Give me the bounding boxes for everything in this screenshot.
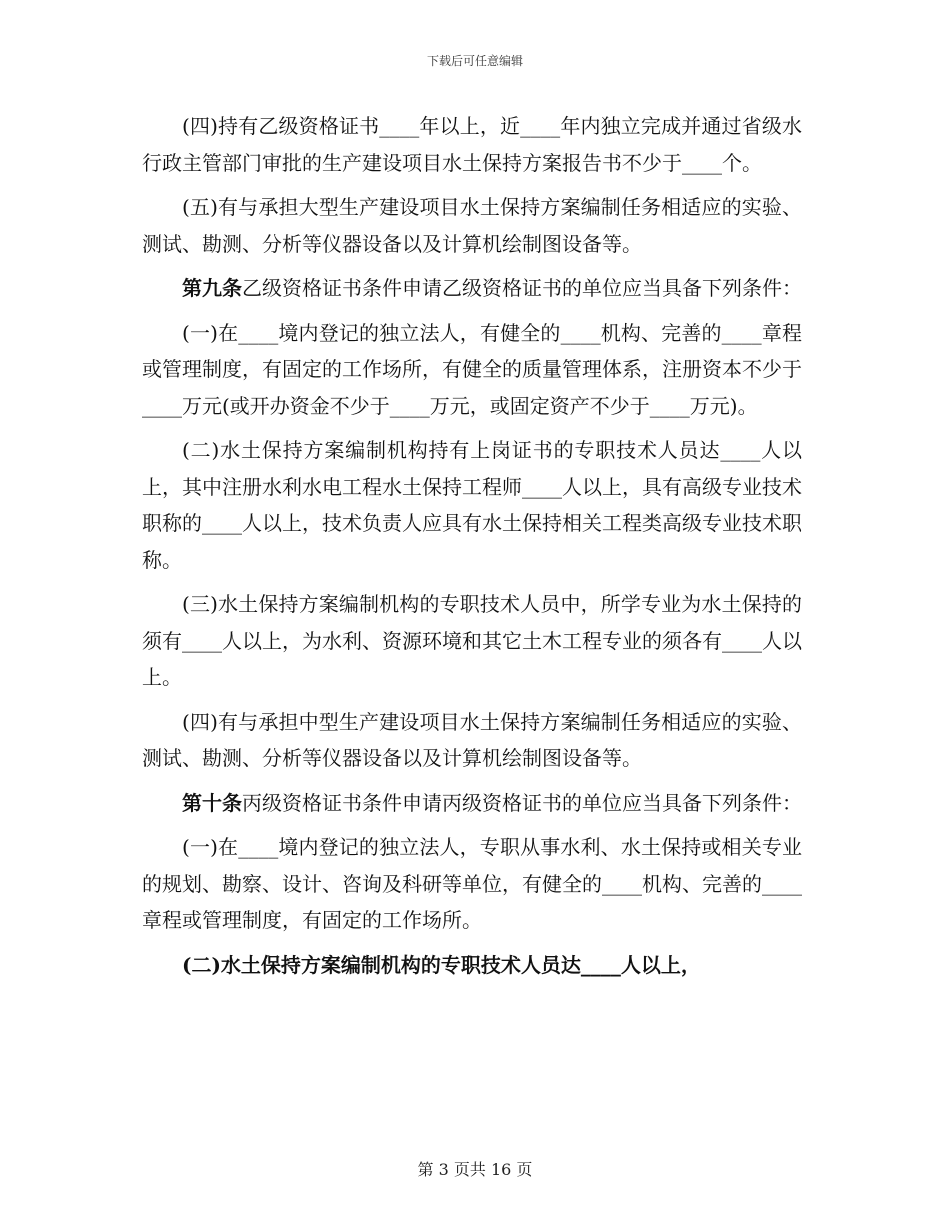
paragraph-text: (一)在____境内登记的独立法人，有健全的____机构、完善的____章程或管理制度，有固定的工作场所，有健全的质量管理体系，注册资本不少于____万元(或开办资金不少于____万元，或固定资产不少于____万元)。 [142, 320, 802, 418]
paragraph [142, 315, 802, 425]
paragraph [142, 270, 802, 307]
paragraph-text: (二)水土保持方案编制机构持有上岗证书的专职技术人员达____人以上，其中注册水利水电工程水土保持工程师____人以上，具有高级专业技术职称的____人以上，技术负责人应具有水土保持相关工程类高级专业技术职称。 [142, 438, 802, 572]
document-body [142, 108, 802, 991]
paragraph-text: (二)水土保持方案编制机构的专职技术人员达____人以上， [182, 952, 701, 977]
article-heading: 第十条 [182, 790, 242, 815]
page-number: 第 3 页共 16 页 [417, 1160, 533, 1179]
paragraph [142, 704, 802, 777]
paragraph-text: (三)水土保持方案编制机构的专职技术人员中，所学专业为水土保持的须有____人以上，为水利、资源环境和其它土木工程专业的须各有____人以上。 [142, 592, 802, 689]
paragraph-text: 乙级资格证书条件申请乙级资格证书的单位应当具备下列条件： [242, 276, 802, 300]
paragraph-text: (五)有与承担大型生产建设项目水土保持方案编制任务相适应的实验、测试、勘测、分析等仪器设备以及计算机绘制图设备等。 [142, 195, 802, 256]
paragraph [142, 108, 802, 181]
paragraph-text: (一)在____境内登记的独立法人，专职从事水利、水土保持或相关专业的规划、勘察、设计、咨询及科研等单位，有健全的____机构、完善的____章程或管理制度，有固定的工作场所。 [142, 835, 802, 932]
page-header: 下载后可任意编辑 [426, 54, 523, 68]
article-heading: 第九条 [182, 276, 242, 300]
paragraph [142, 586, 802, 696]
paragraph-text: 丙级资格证书条件申请丙级资格证书的单位应当具备下列条件： [242, 790, 802, 815]
paragraph [142, 947, 802, 984]
paragraph [142, 829, 802, 939]
paragraph-text: (四)持有乙级资格证书____年以上，近____年内独立完成并通过省级水行政主管部门审批的生产建设项目水土保持方案报告书不少于____个。 [142, 114, 802, 175]
paragraph [142, 785, 802, 822]
paragraph-text: (四)有与承担中型生产建设项目水土保持方案编制任务相适应的实验、测试、勘测、分析等仪器设备以及计算机绘制图设备等。 [142, 709, 802, 770]
paragraph [142, 432, 802, 578]
paragraph [142, 189, 802, 262]
